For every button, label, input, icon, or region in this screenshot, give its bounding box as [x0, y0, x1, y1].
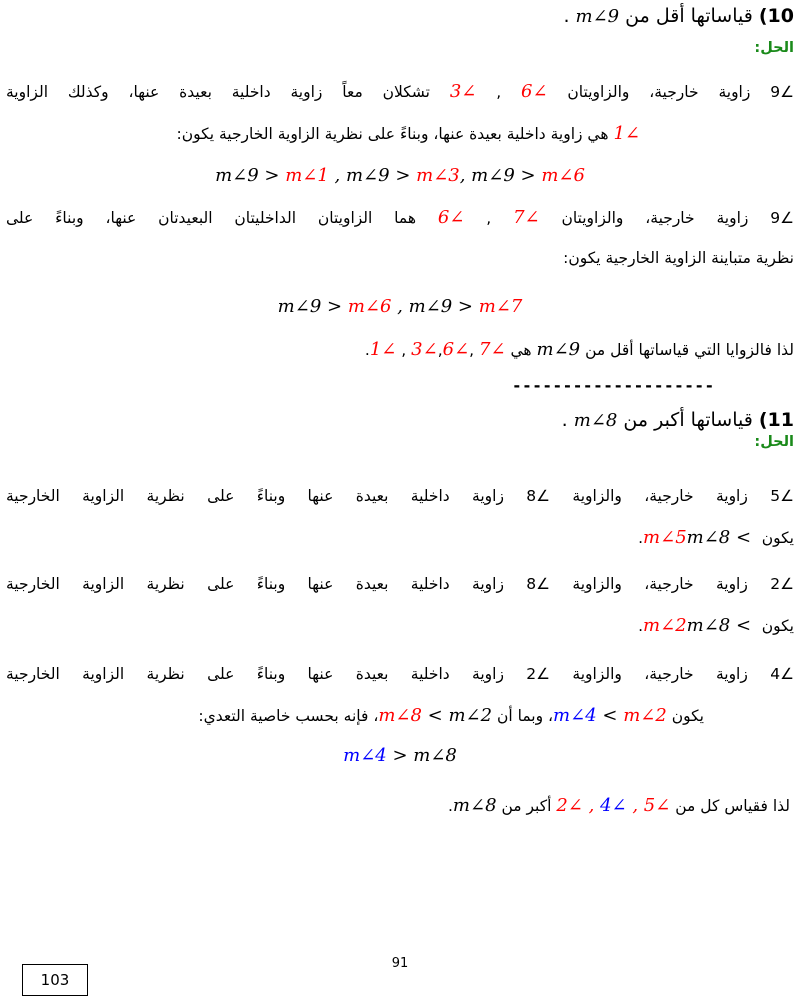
math-run: m∠4: [343, 745, 387, 766]
angle-ref: ∠4: [594, 795, 633, 816]
q10-paragraph-4: نظرية متباينة الزاوية الخارجية يكون:: [563, 249, 794, 267]
text-run: ,: [396, 341, 412, 359]
text-run: ، فإنه بحسب خاصية التعدي:: [198, 707, 379, 725]
text-run: .: [447, 797, 453, 815]
q11-paragraph-3-result: [6, 704, 704, 728]
math-run: m∠6: [541, 165, 585, 186]
q11-conclusion: [6, 794, 790, 818]
angle-ref: ∠3: [411, 339, 438, 360]
q11-transitive-result: [0, 744, 800, 768]
text-run: لذا فالزوايا التي قياساتها أقل من: [580, 341, 794, 359]
angle-ref: ∠1: [613, 123, 640, 144]
angle-ref: ∠7: [513, 207, 540, 228]
solution-label: الحل:: [754, 40, 794, 56]
angle-ref: ∠1: [369, 339, 397, 360]
math-run: m∠9 >: [215, 165, 286, 186]
math-run: m∠6: [347, 296, 392, 317]
q11-paragraph-2: ∠2 زاوية خارجية، والزاوية ∠8 زاوية داخلية بعيدة عنها وبناءً على نظرية الزاوية الخارجية: [6, 575, 794, 593]
q10-paragraph-1: [6, 80, 794, 104]
angle-ref: m∠9: [536, 339, 581, 360]
angle-ref: m∠8: [452, 795, 497, 816]
math-run: m∠9 >: [277, 296, 348, 317]
question-text: قياساتها أكبر من: [617, 409, 753, 431]
text-run: تشكلان معاً زاوية داخلية بعيدة عنها، وكذلك الزاوية: [6, 83, 450, 101]
text-run: ,: [476, 83, 522, 101]
question-10-heading: [6, 2, 794, 31]
solution-label: الحل:: [754, 434, 794, 450]
math-run: m∠4: [553, 705, 597, 726]
q11-paragraph-1-result: [6, 526, 794, 550]
math-run: < m∠2: [421, 705, 493, 726]
q10-inequalities-1: [0, 164, 800, 188]
math-run: m∠8 <: [686, 527, 757, 548]
math-run: [643, 527, 757, 548]
text-run: هي: [505, 341, 537, 359]
angle-ref: ∠6: [521, 81, 548, 102]
text-run: .: [638, 617, 644, 635]
q11-paragraph-1: ∠5 زاوية خارجية، والزاوية ∠8 زاوية داخلية بعيدة عنها وبناءً على نظرية الزاوية الخارجية: [6, 487, 794, 505]
angle-ref: ∠5 ,: [632, 795, 671, 816]
question-angle: m∠9: [575, 6, 620, 27]
text-run: أكبر من: [496, 797, 557, 815]
math-run: [378, 705, 492, 726]
separator-line: --------------------: [512, 376, 715, 395]
math-run: m∠8: [378, 705, 422, 726]
math-run: > m∠8: [386, 745, 457, 766]
text-run: ، وبما أن: [492, 707, 554, 725]
question-number: 11): [758, 409, 794, 431]
text-run: يكون: [756, 617, 794, 635]
q10-conclusion: [6, 338, 794, 362]
page-box-number: 103: [22, 964, 88, 996]
question-text: قياساتها أقل من: [619, 5, 753, 27]
text-run: يكون: [666, 707, 704, 725]
math-run: [553, 705, 667, 726]
text-run: هما الزاويتان الداخليتان البعيدتان عنها، وبناءً على: [6, 209, 438, 227]
angle-ref: ∠3: [449, 81, 477, 102]
math-run: m∠1: [285, 165, 329, 186]
angle-ref: ∠6: [437, 207, 465, 228]
math-run: , m∠9 >: [391, 296, 479, 317]
text-run: .: [364, 341, 370, 359]
page-number: 91: [391, 956, 409, 971]
text-run: ,: [437, 341, 443, 359]
text-run: ,: [469, 341, 480, 359]
text-run: هي زاوية داخلية بعيدة عنها، وبناءً على نظرية الزاوية الخارجية يكون:: [176, 125, 614, 143]
q11-paragraph-3: ∠4 زاوية خارجية، والزاوية ∠2 زاوية داخلية بعيدة عنها وبناءً على نظرية الزاوية الخارجية: [6, 665, 794, 683]
q10-inequalities-2: [0, 295, 800, 319]
q10-paragraph-2: [6, 122, 640, 146]
angle-ref: , ∠2: [556, 795, 595, 816]
q11-paragraph-2-result: [6, 614, 794, 638]
math-run: m∠2: [623, 705, 667, 726]
question-end: .: [561, 409, 574, 431]
question-end: .: [563, 5, 576, 27]
angle-ref: ∠7: [479, 339, 506, 360]
question-number: 10): [758, 5, 794, 27]
math-run: m∠3: [416, 165, 460, 186]
text-run: يكون: [756, 529, 794, 547]
angle-ref: ∠6: [442, 339, 470, 360]
math-run: , m∠9 >: [328, 165, 417, 186]
text-run: ∠9 زاوية خارجية، والزاويتان: [547, 83, 794, 101]
text-run: .: [638, 529, 644, 547]
math-run: , m∠9 >: [459, 165, 542, 186]
math-run: m∠8 <: [686, 615, 757, 636]
math-run: m∠5: [643, 527, 687, 548]
math-run: m∠2: [643, 615, 687, 636]
math-run: [643, 615, 757, 636]
question-angle: m∠8: [573, 410, 618, 431]
math-run: m∠7: [478, 296, 523, 317]
math-run: <: [596, 705, 624, 726]
q10-paragraph-3: [6, 206, 794, 230]
text-run: لذا فقياس كل من: [670, 797, 790, 815]
text-run: ∠9 زاوية خارجية، والزاويتان: [539, 209, 794, 227]
text-run: ,: [464, 209, 514, 227]
